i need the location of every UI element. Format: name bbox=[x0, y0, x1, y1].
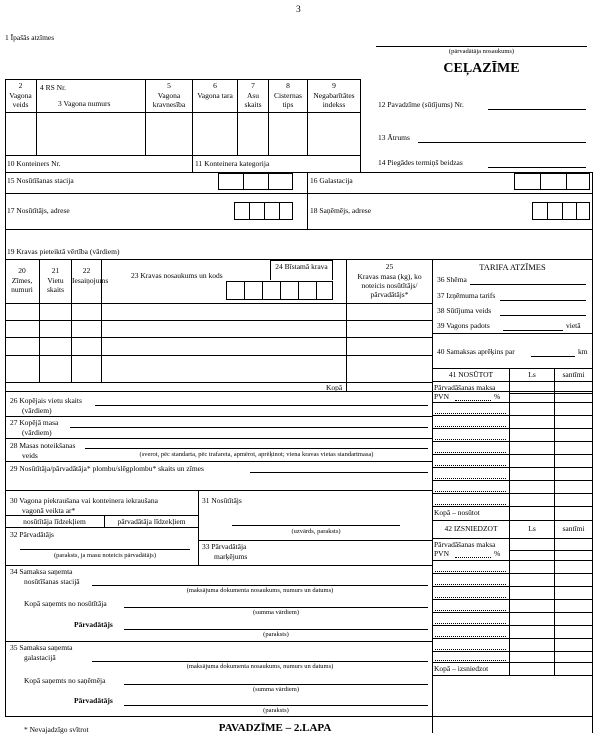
sum-caption-2: (summa vārdiem) bbox=[252, 686, 300, 693]
field-20-label: Zīmes, numuri bbox=[11, 276, 33, 294]
field-2-number: 2 bbox=[18, 81, 23, 90]
destination-code-box[interactable] bbox=[514, 173, 590, 190]
field-25-label: Kravas masa (kg), ko noteicis nosūtītājs/ pārvadātājs* bbox=[357, 272, 422, 299]
freight-charge-label-2: Pārvadāšanas maksa bbox=[434, 540, 496, 549]
field-16-label: 16 Galastacija bbox=[310, 176, 353, 185]
field-17-label: 17 Nosūtītājs, adrese bbox=[7, 206, 70, 215]
field-23-label: 23 Kravas nosaukums un kods bbox=[131, 271, 223, 280]
signature-caption-1: (paraksts) bbox=[263, 631, 289, 638]
field-8-number: 8 bbox=[286, 81, 290, 90]
freight-charge-label-1: Pārvadāšanas maksa bbox=[434, 383, 496, 392]
signature-caption-2: (paraksts) bbox=[263, 707, 289, 714]
field-12-label: 12 Pavadzīme (sūtījums) Nr. bbox=[378, 100, 464, 109]
total-label: Kopā bbox=[326, 383, 343, 392]
field-40-unit: km bbox=[578, 347, 588, 356]
field-6-number: 6 bbox=[213, 81, 217, 90]
field-28-label: 28 Masas noteikšanas bbox=[10, 441, 76, 450]
col-santimi-2: santīmi bbox=[562, 524, 585, 533]
carrier-sign-label-1: Pārvadātājs bbox=[74, 620, 113, 629]
field-9-number: 9 bbox=[332, 81, 336, 90]
col-ls-1: Ls bbox=[528, 370, 536, 379]
field-28-caption: (sverot, pēc standarta, pēc trafareta, apmērot, aprēķinot; viena kravas vietas standartmasa) bbox=[139, 451, 374, 458]
field-22-label: Iesaiņojums bbox=[72, 276, 109, 285]
field-41-label: 41 NOSŪTOT bbox=[448, 370, 494, 379]
field-9-label: Negabarītātes indekss bbox=[313, 91, 355, 109]
field-10-label: 10 Konteiners Nr. bbox=[7, 159, 61, 168]
loading-by-carrier-option[interactable]: pārvadātāja līdzekļiem bbox=[117, 517, 186, 526]
field-42-label: 42 IZSNIEDZOT bbox=[444, 524, 498, 533]
field-39-suffix: vietā bbox=[566, 321, 581, 330]
total-from-receiver-label: Kopā saņemts no saņēmēja bbox=[24, 676, 106, 685]
field-38-label: 38 Sūtījuma veids bbox=[437, 306, 492, 315]
field-28-sub: veids bbox=[22, 451, 38, 460]
carrier-caption: (pārvadātāja nosaukums) bbox=[448, 48, 515, 55]
payment-doc-caption-2: (maksājuma dokumenta nosaukums, numurs un datums) bbox=[186, 663, 334, 670]
field-37-label: 37 Izņēmuma tarifs bbox=[437, 291, 496, 300]
field-18-label: 18 Saņēmējs, adrese bbox=[310, 206, 372, 215]
carrier-name-line bbox=[376, 46, 587, 47]
col-ls-2: Ls bbox=[528, 524, 536, 533]
field-4-label: 4 RS Nr. bbox=[40, 83, 67, 92]
carrier-sign-label-2: Pārvadātājs bbox=[74, 696, 113, 705]
field-32-label: 32 Pārvadātājs bbox=[10, 530, 54, 539]
doc-title: CEĻAZĪME bbox=[443, 61, 520, 76]
field-27-sub: (vārdiem) bbox=[22, 428, 52, 437]
col-santimi-1: santīmi bbox=[562, 370, 585, 379]
field-35-sub: galastacijā bbox=[24, 653, 56, 662]
field-40-label: 40 Samaksas aprēķins par bbox=[437, 347, 515, 356]
field-26-sub: (vārdiem) bbox=[22, 406, 52, 415]
field-20-number: 20 bbox=[18, 266, 26, 275]
field-19-label: 19 Kravas pieteiktā vērtība (vārdiem) bbox=[7, 247, 120, 256]
footnote: * Nevajadzīgo svītrot bbox=[24, 725, 89, 734]
field-27-label: 27 Kopējā masa bbox=[10, 418, 59, 427]
page-number: 3 bbox=[296, 5, 301, 15]
field-6-label: Vagona tara bbox=[197, 91, 233, 100]
field-11-label: 11 Konteinera kategorija bbox=[195, 159, 270, 168]
field-25-number: 25 bbox=[385, 262, 394, 271]
field-30-sub: vagonā veikta ar* bbox=[22, 506, 76, 515]
total-from-sender-label: Kopā saņemts no nosūtītāja bbox=[24, 599, 107, 608]
field-32-caption: (paraksts, ja masu noteicis pārvadātājs) bbox=[54, 552, 156, 559]
field-33-label: 33 Pārvadātāja bbox=[202, 542, 247, 551]
field-22-number: 22 bbox=[82, 266, 91, 275]
loading-by-sender-option[interactable]: nosūtītāja līdzekļiem bbox=[23, 517, 86, 526]
field-5-label: Vagona kravnesība bbox=[152, 91, 186, 109]
sender-sign-caption: (uzvārds, paraksts) bbox=[291, 528, 341, 535]
field-21-number: 21 bbox=[51, 266, 60, 275]
field-1-label: 1 Īpašās atzīmes bbox=[5, 33, 55, 42]
field-33-sub: marķējums bbox=[214, 552, 248, 561]
vat-label-1: PVN bbox=[434, 392, 450, 401]
field-7-label: Asu skaits bbox=[244, 91, 262, 109]
footer-title: PAVADZĪME – 2.LAPA bbox=[218, 722, 332, 734]
total-on-delivery-label: Kopā – izsniedzot bbox=[434, 664, 489, 673]
field-13-label: 13 Ātrums bbox=[378, 133, 410, 142]
vat-percent-1: % bbox=[494, 392, 501, 401]
field-26-label: 26 Kopējais vietu skaits bbox=[10, 396, 82, 405]
field-29-label: 29 Nosūtītāja/pārvadātāja* plombu/slēgplombu* skaits un zīmes bbox=[10, 464, 204, 473]
field-5-number: 5 bbox=[167, 81, 171, 90]
table-bottom-line bbox=[5, 155, 360, 156]
field-34-sub: nosūtīšanas stacijā bbox=[24, 577, 80, 586]
field-7-number: 7 bbox=[251, 81, 255, 90]
field-39-label: 39 Vagons padots bbox=[437, 321, 490, 330]
vat-percent-2: % bbox=[494, 549, 501, 558]
tariff-title: TARIFA ATZĪMES bbox=[479, 262, 546, 272]
payment-doc-caption-1: (maksājuma dokumenta nosaukums, numurs un datums) bbox=[186, 587, 334, 594]
field-21-label: Vietu skaits bbox=[46, 276, 65, 294]
field-36-label: 36 Shēma bbox=[437, 275, 467, 284]
field-31-label: 31 Nosūtītājs bbox=[202, 496, 242, 505]
field-3-label: 3 Vagona numurs bbox=[58, 99, 111, 108]
field-34-label: 34 Samaksa saņemta bbox=[10, 567, 73, 576]
receiver-code-box[interactable] bbox=[532, 202, 590, 220]
field-14-label: 14 Piegādes termiņš beidzas bbox=[378, 158, 463, 167]
field-35-label: 35 Samaksa saņemta bbox=[10, 643, 73, 652]
station-code-box[interactable] bbox=[218, 173, 293, 190]
sum-caption-1: (summa vārdiem) bbox=[252, 609, 300, 616]
field-2-label: Vagona veids bbox=[9, 91, 32, 109]
field-15-label: 15 Nosūtīšanas stacija bbox=[7, 176, 74, 185]
field-24-label: 24 Bīstamā krava bbox=[275, 262, 328, 271]
field-30-label: 30 Vagona piekraušana vai konteinera iekraušana bbox=[10, 496, 158, 505]
field-8-label: Cisternas tips bbox=[274, 91, 302, 109]
total-on-dispatch-label: Kopā – nosūtot bbox=[434, 508, 480, 517]
vat-label-2: PVN bbox=[434, 549, 450, 558]
